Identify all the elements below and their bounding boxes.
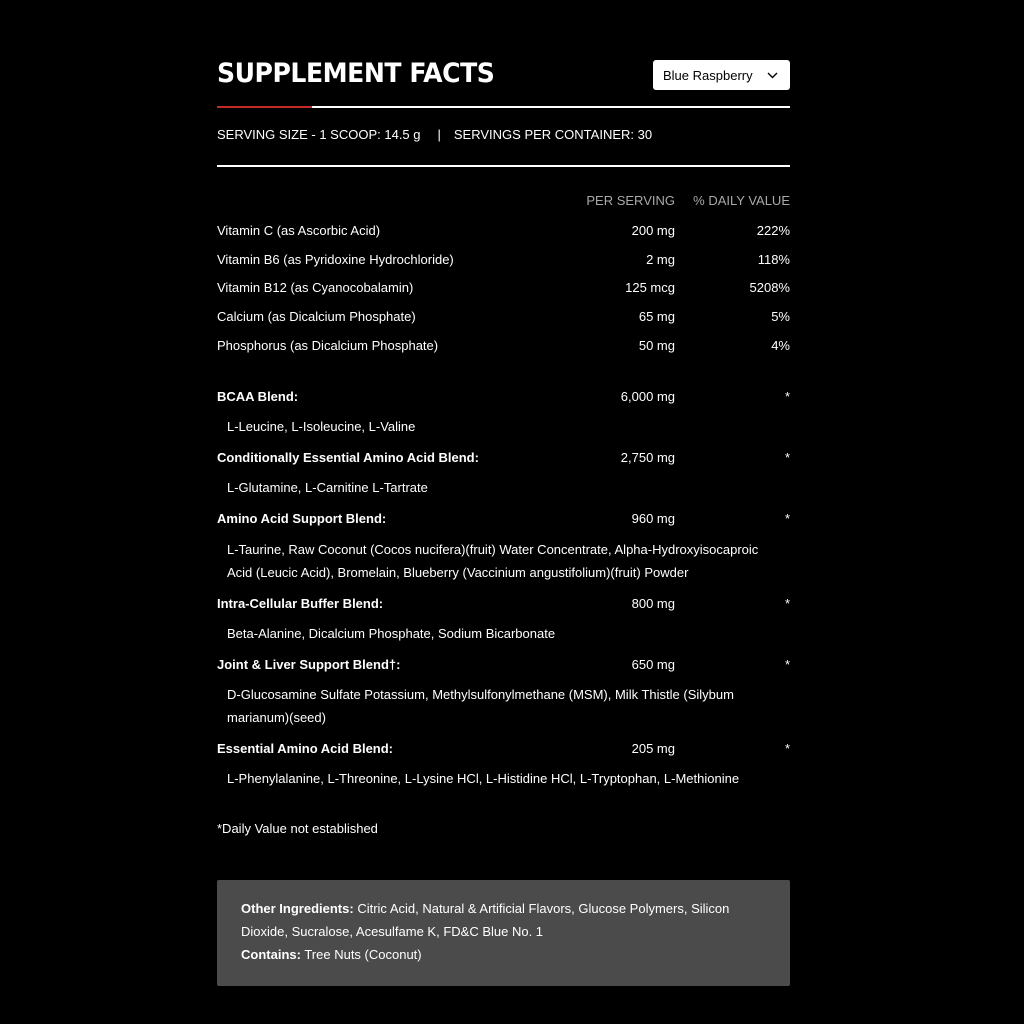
blend-ingredients: Beta-Alanine, Dicalcium Phosphate, Sodium Bicarbonate xyxy=(227,626,556,641)
nutrient-amount: 65 mg xyxy=(638,309,675,324)
blend-ingredients: L-Phenylalanine, L-Threonine, L-Lysine HCl, L-Histidine HCl, L-Tryptophan, L-Methionine xyxy=(227,771,740,786)
nutrient-amount: 2 mg xyxy=(646,252,675,267)
nutrient-amount: 200 mg xyxy=(631,223,675,238)
contains-label: Contains: xyxy=(241,947,301,962)
serving-size: SERVING SIZE - 1 SCOOP: 14.5 g xyxy=(217,127,421,142)
blend-row xyxy=(217,657,790,675)
nutrient-name: Phosphorus (as Dicalcium Phosphate) xyxy=(217,338,439,353)
page-title: SUPPLEMENT FACTS xyxy=(217,58,495,89)
daily-value-footnote: *Daily Value not established xyxy=(217,821,378,836)
blend-row xyxy=(217,596,790,614)
blend-name: Conditionally Essential Amino Acid Blend: xyxy=(217,450,479,465)
blend-amount: 205 mg xyxy=(631,741,675,756)
nutrient-row xyxy=(217,280,790,298)
nutrient-daily-value: 4% xyxy=(771,338,790,353)
nutrient-daily-value: 5% xyxy=(771,309,790,324)
contains-text: Tree Nuts (Coconut) xyxy=(304,947,422,962)
blend-daily-value: * xyxy=(784,511,790,526)
contains xyxy=(241,943,766,966)
serving-separator: | xyxy=(437,127,441,142)
blend-amount: 800 mg xyxy=(631,596,675,611)
blend-amount: 6,000 mg xyxy=(620,389,675,404)
blend-name: Essential Amino Acid Blend: xyxy=(217,741,394,756)
blend-row xyxy=(217,389,790,407)
nutrient-name: Vitamin B12 (as Cyanocobalamin) xyxy=(217,280,414,295)
blend-row xyxy=(217,450,790,468)
nutrient-row xyxy=(217,338,790,356)
nutrient-name: Vitamin C (as Ascorbic Acid) xyxy=(217,223,381,238)
other-ingredients xyxy=(241,897,766,943)
nutrient-name: Vitamin B6 (as Pyridoxine Hydrochloride) xyxy=(217,252,454,267)
flavor-select-value: Blue Raspberry xyxy=(663,67,753,83)
blend-row xyxy=(217,511,790,529)
chevron-down-icon xyxy=(766,69,778,81)
other-ingredients-label: Other Ingredients: xyxy=(241,901,354,916)
nutrient-amount: 50 mg xyxy=(638,338,675,353)
blend-amount: 2,750 mg xyxy=(620,450,675,465)
blend-daily-value: * xyxy=(784,450,790,465)
nutrient-row xyxy=(217,309,790,327)
header-divider-accent xyxy=(217,106,312,108)
blend-name: Intra-Cellular Buffer Blend: xyxy=(217,596,384,611)
nutrient-amount: 125 mcg xyxy=(625,280,675,295)
blend-daily-value: * xyxy=(784,389,790,404)
serving-divider xyxy=(217,165,790,167)
blend-daily-value: * xyxy=(784,596,790,611)
blend-name: Joint & Liver Support Blend†: xyxy=(217,657,401,672)
other-ingredients-box xyxy=(217,880,790,986)
blend-row xyxy=(217,741,790,759)
column-header-daily-value: % DAILY VALUE xyxy=(693,193,790,208)
flavor-select[interactable] xyxy=(653,60,790,90)
nutrient-row xyxy=(217,223,790,241)
blend-daily-value: * xyxy=(784,741,790,756)
nutrient-daily-value: 118% xyxy=(757,252,790,267)
column-header-per-serving: PER SERVING xyxy=(586,193,675,208)
nutrient-daily-value: 222% xyxy=(756,223,790,238)
blend-ingredients: D-Glucosamine Sulfate Potassium, Methylsulfonylmethane (MSM), Milk Thistle (Silybum marianum)(seed) xyxy=(227,687,734,725)
other-ingredients-text: Citric Acid, Natural & Artificial Flavors, Glucose Polymers, Silicon Dioxide, Sucralose, Acesulfame K, FD&C Blue No. 1 xyxy=(241,901,730,939)
nutrient-name: Calcium (as Dicalcium Phosphate) xyxy=(217,309,416,324)
blend-ingredients: L-Leucine, L-Isoleucine, L-Valine xyxy=(227,419,416,434)
blend-daily-value: * xyxy=(784,657,790,672)
blend-amount: 960 mg xyxy=(631,511,675,526)
nutrient-row xyxy=(217,252,790,270)
blend-name: BCAA Blend: xyxy=(217,389,299,404)
blend-amount: 650 mg xyxy=(631,657,675,672)
blend-ingredients: L-Taurine, Raw Coconut (Cocos nucifera)(fruit) Water Concentrate, Alpha-Hydroxyisocaproic Acid (Leucic Acid), Bromelain, Blueberry (Vaccinium angustifolium)(fruit) Powder xyxy=(227,542,759,580)
servings-per-container: SERVINGS PER CONTAINER: 30 xyxy=(453,127,653,142)
blend-name: Amino Acid Support Blend: xyxy=(217,511,387,526)
nutrient-daily-value: 5208% xyxy=(749,280,790,295)
serving-info xyxy=(217,127,652,142)
blend-ingredients: L-Glutamine, L-Carnitine L-Tartrate xyxy=(227,480,428,495)
